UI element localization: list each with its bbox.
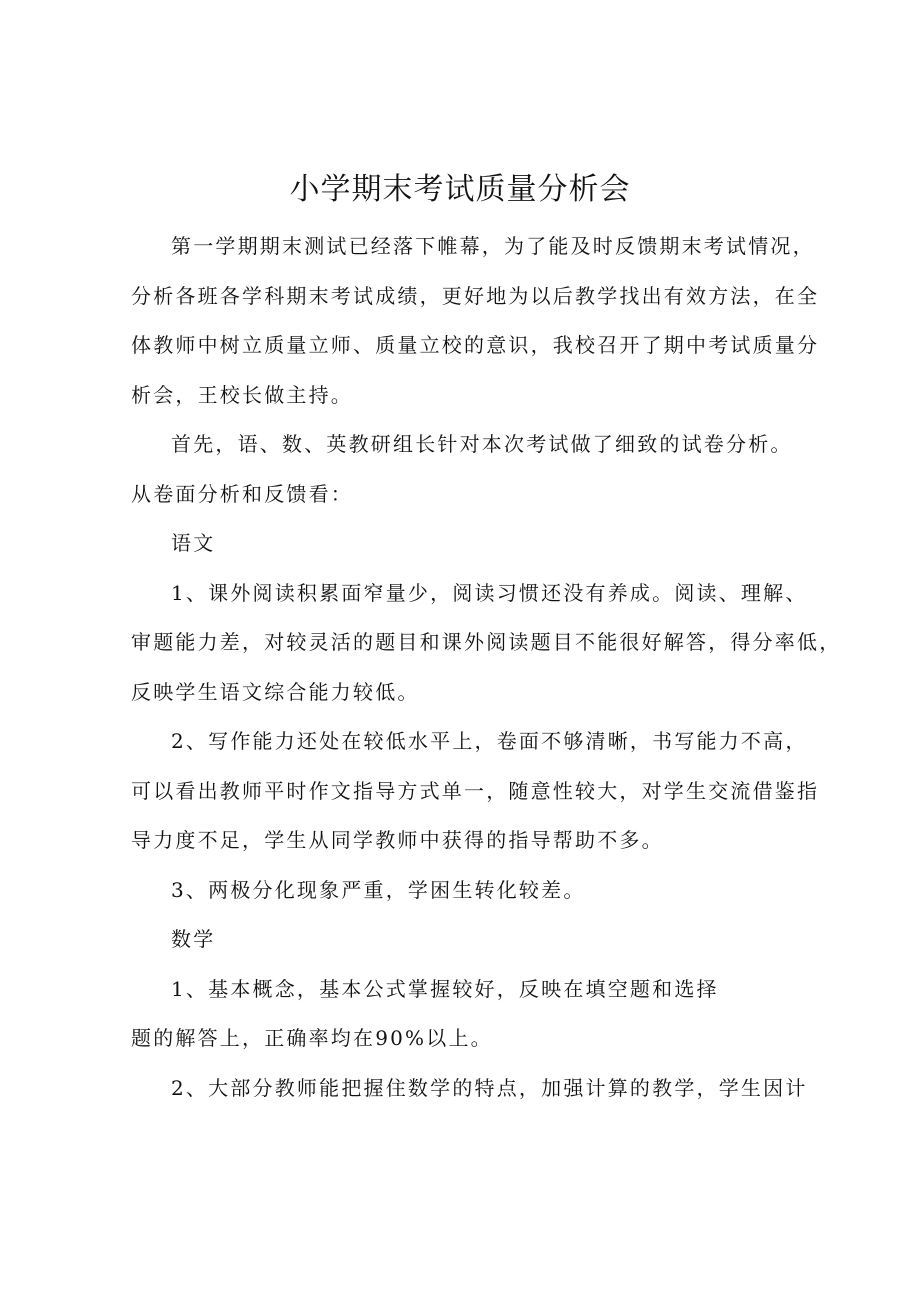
math-section-heading: 数学 xyxy=(171,927,216,951)
chinese-item-3 xyxy=(131,866,811,916)
math-item-1 xyxy=(131,965,811,1064)
intro-paragraph xyxy=(131,222,820,420)
text-line: 审题能力差，对较灵活的题目和课外阅读题目不能很好解答，得分率低， xyxy=(131,630,842,654)
text-line: 题的解答上，正确率均在90%以上。 xyxy=(131,1026,493,1050)
text-line: 反映学生语文综合能力较低。 xyxy=(131,679,420,704)
chinese-item-2 xyxy=(131,717,820,866)
chinese-section-heading: 语文 xyxy=(171,531,216,555)
math-item-2 xyxy=(131,1064,811,1114)
text-line: 1、基本概念，基本公式掌握较好，反映在填空题和选择 xyxy=(171,976,719,1001)
document-body xyxy=(131,222,842,1113)
analysis-intro-paragraph xyxy=(131,420,811,519)
text-line: 1、课外阅读积累面窄量少，阅读习惯还没有养成。阅读、理解、 xyxy=(171,580,808,605)
text-line: 3、两极分化现象严重，学困生转化较差。 xyxy=(171,877,586,902)
text-line: 体教师中树立质量立师、质量立校的意识，我校召开了期中考试质量分 xyxy=(131,333,820,357)
chinese-item-1 xyxy=(131,569,842,718)
text-line: 第一学期期末测试已经落下帷幕，为了能及时反馈期末考试情况， xyxy=(171,234,815,258)
text-line: 2、写作能力还处在较低水平上，卷面不够清晰，书写能力不高， xyxy=(171,729,808,753)
text-line: 导力度不足，学生从同学教师中获得的指导帮助不多。 xyxy=(131,828,664,852)
document-title: 小学期末考试质量分析会 xyxy=(289,172,631,207)
text-line: 从卷面分析和反馈看： xyxy=(131,481,353,506)
text-line: 可以看出教师平时作文指导方式单一，随意性较大，对学生交流借鉴指 xyxy=(131,778,820,803)
text-line: 析会，王校长做主持。 xyxy=(131,382,353,407)
text-line: 2、大部分教师能把握住数学的特点，加强计算的教学，学生因计 xyxy=(171,1075,808,1100)
text-line: 分析各班各学科期末考试成绩，更好地为以后教学找出有效方法，在全 xyxy=(131,283,820,308)
text-line: 首先，语、数、英教研组长针对本次考试做了细致的试卷分析。 xyxy=(171,432,793,456)
